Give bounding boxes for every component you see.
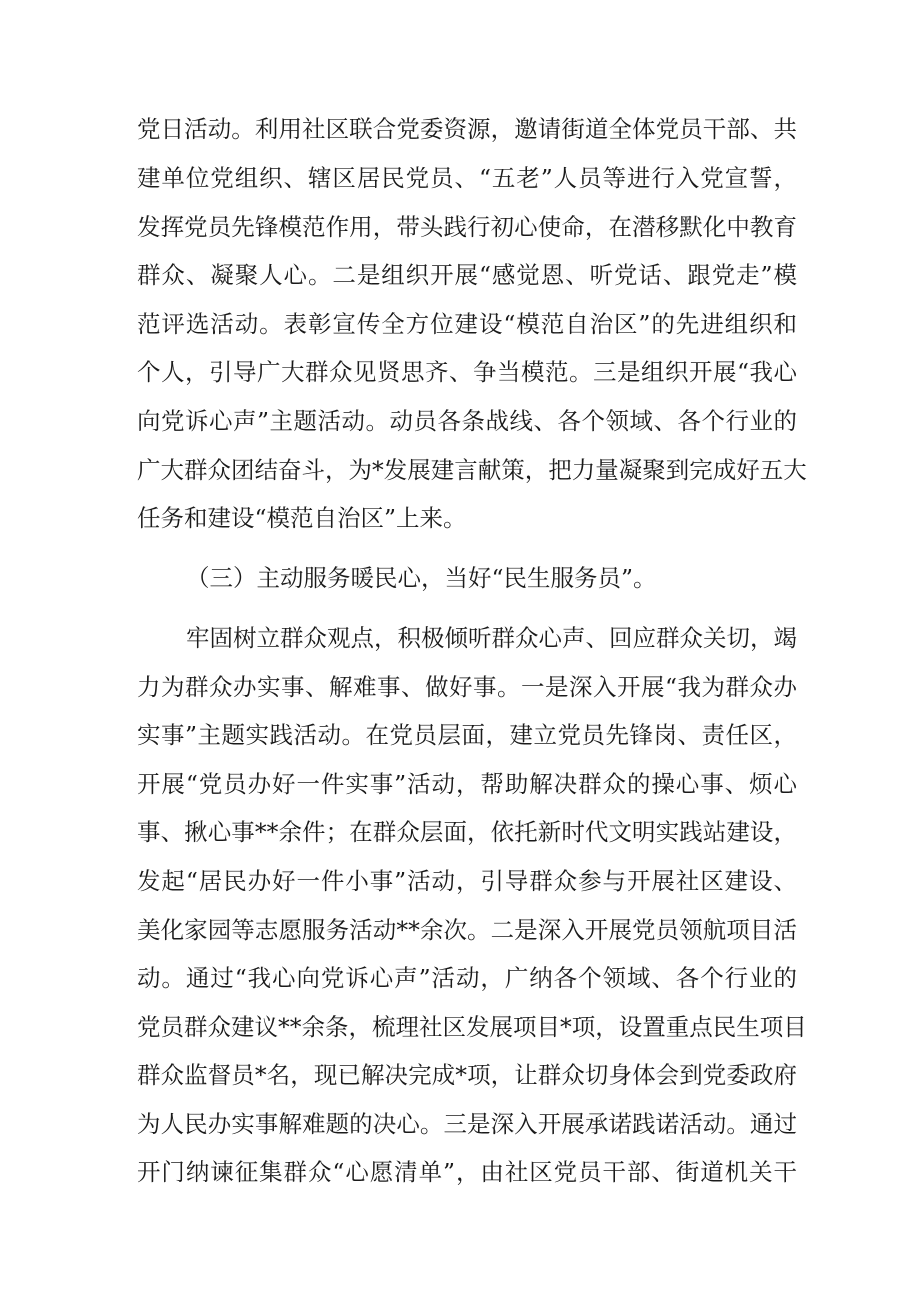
paragraph-2-line-7: 美化家园等志愿服务活动**余次。二是深入开展党员领航项目活 bbox=[137, 916, 797, 944]
paragraph-2-line-9: 党员群众建议**余条，梳理社区发展项目*项，设置重点民生项目 bbox=[137, 1013, 807, 1041]
paragraph-1-line-4: 群众、凝聚人心。二是组织开展“感觉恩、听党话、跟党走”模 bbox=[137, 261, 797, 289]
paragraph-2-line-3: 实事”主题实践活动。在党员层面，建立党员先锋岗、责任区， bbox=[137, 721, 797, 749]
paragraph-1-line-7: 向党诉心声”主题活动。动员各条战线、各个领域、各个行业的 bbox=[137, 407, 797, 435]
paragraph-2-line-12: 开门纳谏征集群众“心愿清单”，由社区党员干部、街道机关干 bbox=[137, 1158, 797, 1186]
paragraph-2-line-10: 群众监督员*名，现已解决完成*项，让群众切身体会到党委政府 bbox=[137, 1061, 797, 1089]
paragraph-2-line-1: 牢固树立群众观点，积极倾听群众心声、回应群众关切，竭 bbox=[186, 624, 797, 652]
section-heading: （三）主动服务暖民心，当好“民生服务员”。 bbox=[186, 564, 657, 592]
paragraph-1-line-2: 建单位党组织、辖区居民党员、“五老”人员等进行入党宣誓， bbox=[137, 164, 797, 192]
paragraph-2-line-6: 发起“居民办好一件小事”活动，引导群众参与开展社区建设、 bbox=[137, 867, 797, 895]
paragraph-2-line-2: 力为群众办实事、解难事、做好事。一是深入开展“我为群众办 bbox=[137, 673, 797, 701]
paragraph-2-line-11: 为人民办实事解难题的决心。三是深入开展承诺践诺活动。通过 bbox=[137, 1110, 797, 1138]
paragraph-2-line-8: 动。通过“我心向党诉心声”活动，广纳各个领域、各个行业的 bbox=[137, 964, 797, 992]
paragraph-1-line-1: 党日活动。利用社区联合党委资源，邀请街道全体党员干部、共 bbox=[137, 115, 797, 143]
paragraph-1-line-9: 任务和建设“模范自治区”上来。 bbox=[137, 504, 467, 532]
paragraph-1-line-6: 个人，引导广大群众见贤思齐、争当模范。三是组织开展“我心 bbox=[137, 358, 797, 386]
paragraph-1-line-8: 广大群众团结奋斗，为*发展建言献策，把力量凝聚到完成好五大 bbox=[137, 456, 807, 484]
paragraph-1-line-3: 发挥党员先锋模范作用，带头践行初心使命，在潜移默化中教育 bbox=[137, 213, 797, 241]
paragraph-2-line-4: 开展“党员办好一件实事”活动，帮助解决群众的操心事、烦心 bbox=[137, 770, 797, 798]
paragraph-2-line-5: 事、揪心事**余件；在群众层面，依托新时代文明实践站建设， bbox=[137, 818, 797, 846]
paragraph-1-line-5: 范评选活动。表彰宣传全方位建设“模范自治区”的先进组织和 bbox=[137, 310, 797, 338]
